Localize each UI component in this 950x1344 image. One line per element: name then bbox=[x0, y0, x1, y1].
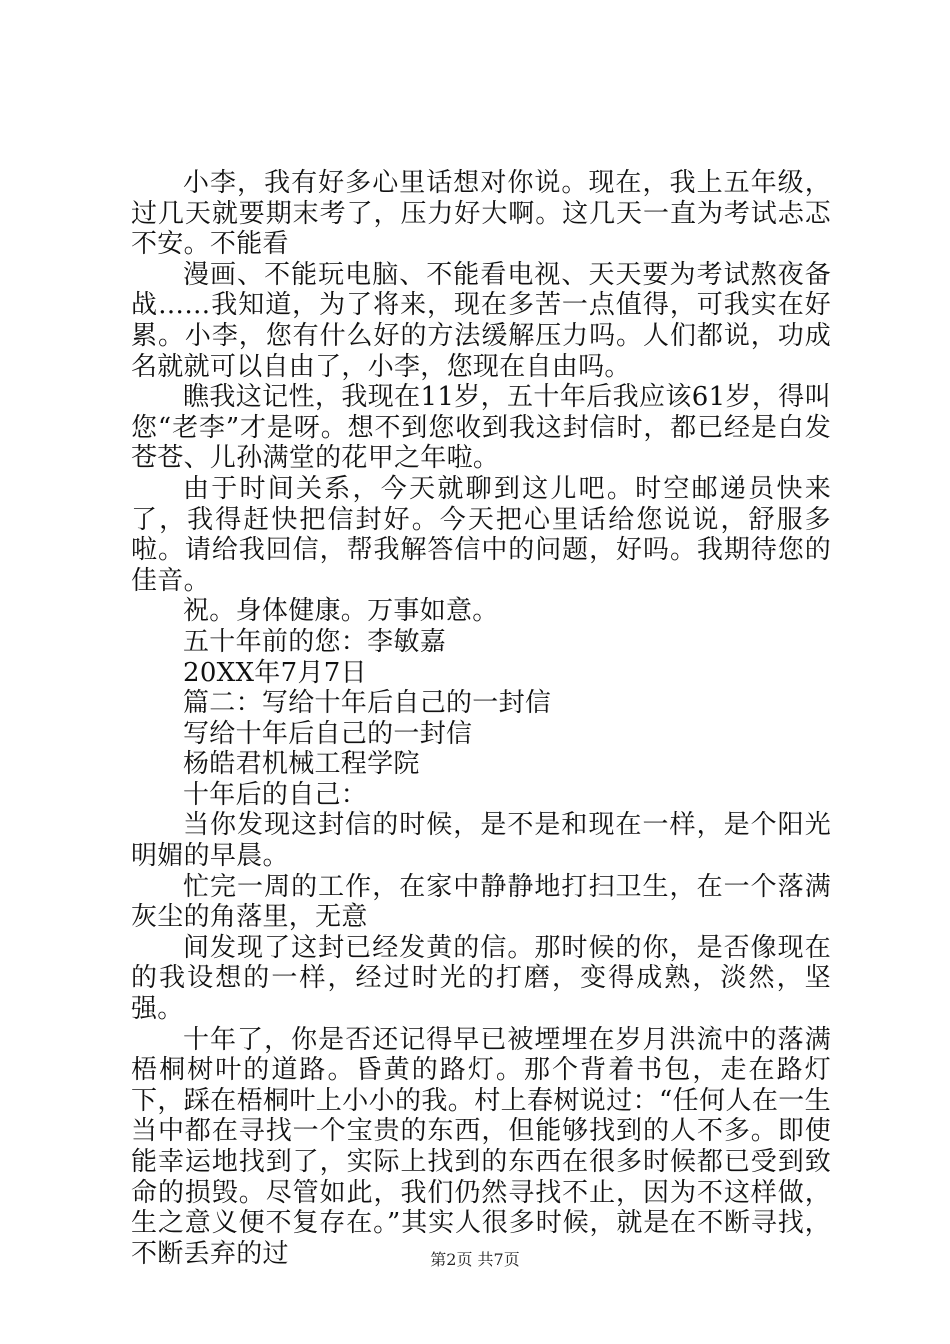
letter-title: 写给十年后自己的一封信 bbox=[183, 718, 473, 749]
paragraph: 忙完一周的工作，在家中静静地打扫卫生，在一个落满灰尘的角落里，无意 bbox=[131, 871, 831, 933]
paragraph: 漫画、不能玩电脑、不能看电视、天天要为考试熬夜备战……我知道，为了将来，现在多苦一点值得，可我实在好累。小李，您有什么好的方法缓解压力吗。人们都说，功成名就就可以自由了，小李，您现在自由吗。 bbox=[131, 259, 831, 382]
paragraph: 间发现了这封已经发黄的信。那时候的你，是否像现在的我设想的一样，经过时光的打磨，变得成熟，淡然，坚强。 bbox=[131, 932, 831, 1025]
paragraph: 小李，我有好多心里话想对你说。现在，我上五年级，过几天就要期末考了，压力好大啊。这几天一直为考试忐忑不安。不能看 bbox=[131, 168, 831, 260]
paragraph: 当你发现这封信的时候，是不是和现在一样，是个阳光明媚的早晨。 bbox=[131, 810, 831, 872]
section-heading: 篇二：写给十年后自己的一封信 bbox=[183, 688, 552, 719]
paragraph: 由于时间关系，今天就聊到这儿吧。时空邮递员快来了，我得赶快把信封好。今天把心里话给您说说，舒服多啦。请给我回信，帮我解答信中的问题，好吗。我期待您的佳音。 bbox=[131, 473, 831, 596]
page-number-label: 第2页 共7页 bbox=[430, 1250, 520, 1269]
letter-body bbox=[131, 168, 831, 1269]
page-footer bbox=[0, 1247, 950, 1270]
signature-line: 五十年前的您：李敏嘉 bbox=[183, 626, 447, 657]
salutation: 十年后的自己： bbox=[183, 779, 368, 810]
author-line: 杨皓君机械工程学院 bbox=[183, 749, 420, 780]
paragraph: 十年了，你是否还记得早已被堙埋在岁月洪流中的落满梧桐树叶的道路。昏黄的路灯。那个背着书包，走在路灯下，踩在梧桐叶上小小的我。村上春树说过：“任何人在一生当中都在寻找一个宝贵的东西，但能够找到的人不多。即使能幸运地找到了，实际上找到的东西在很多时候都已受到致命的损毁。尽管如此，我们仍然寻找不止，因为不这样做，生之意义便不复存在。”其实人很多时候，就是在不断寻找，不断丢弃的过 bbox=[131, 1024, 831, 1269]
closing-line: 祝。身体健康。万事如意。 bbox=[183, 596, 499, 627]
paragraph: 瞧我这记性，我现在11岁，五十年后我应该61岁，得叫您“老李”才是呀。想不到您收到我这封信时，都已经是白发苍苍、儿孙满堂的花甲之年啦。 bbox=[131, 382, 831, 474]
date-line: 20XX年7月7日 bbox=[183, 657, 367, 688]
